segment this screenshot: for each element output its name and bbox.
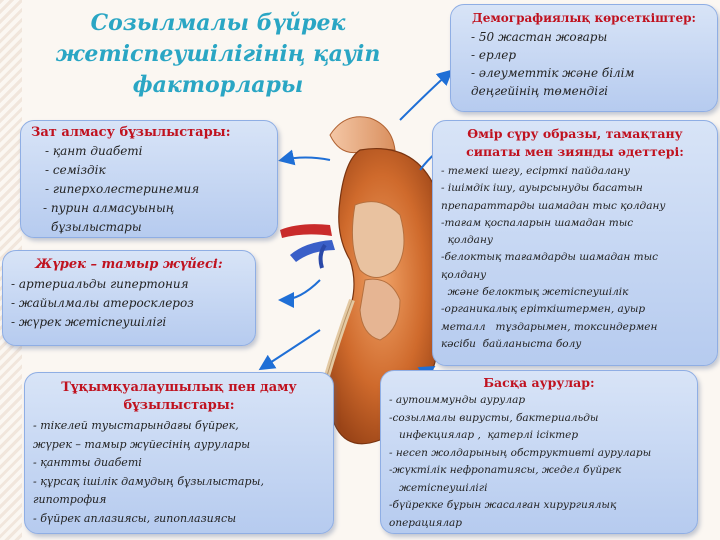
box-header: Өмір сүру образы, тамақтану <box>467 126 683 141</box>
box-header: Тұқымқуалаушылық пен даму <box>61 380 297 395</box>
renal-vein <box>290 240 335 262</box>
list-item: препараттарды шамадан тыс қолдану <box>441 199 666 212</box>
list-item: - артериальды гипертония <box>11 277 189 291</box>
list-item: кәсіби байланыста болу <box>441 337 582 350</box>
list-item: деңгейінің төмендігі <box>471 84 608 98</box>
list-item: - жайылмалы атеросклероз <box>11 296 194 310</box>
list-item: - гиперхолестеринемия <box>45 182 200 196</box>
arrow-cardio <box>282 280 320 300</box>
list-item: жүрек – тамыр жүйесінің аурулары <box>33 437 251 451</box>
title-line-2: жетіспеушілігінің қауіп <box>55 41 381 67</box>
arrow-metabolism <box>282 158 330 161</box>
list-item: -жүктілік нефропатиясы, жедел бүйрек <box>389 464 622 476</box>
box-header: Жүрек – тамыр жүйесі: <box>35 257 223 272</box>
list-item: операциялар <box>389 516 462 529</box>
list-item: - аутоиммунды аурулар <box>389 394 526 406</box>
list-item: - әлеуметтік және білім <box>471 66 635 80</box>
cardiovascular-box <box>2 250 256 346</box>
arrow-development <box>262 330 320 368</box>
list-item: - жүрек жетіспеушілігі <box>11 315 167 329</box>
list-item: -созылмалы вирусты, бактериальды <box>389 411 599 424</box>
list-item: - құрсақ ішілік дамудың бұзылыстары, <box>33 474 264 488</box>
list-item: - қантты диабеті <box>33 456 142 469</box>
renal-artery <box>280 224 332 238</box>
list-item: қолдану <box>441 234 493 247</box>
hereditary-development-box <box>24 372 334 534</box>
title-line-1: Созылмалы бүйрек <box>90 10 346 36</box>
list-item: -органикалық еріткіштермен, ауыр <box>441 303 646 316</box>
metabolism-disorders-box <box>20 120 278 238</box>
list-item: -бүйрекке бұрын жасалған хирургиялық <box>389 499 617 511</box>
list-item: - бүйрек аплазиясы, гипоплазиясы <box>33 511 237 525</box>
list-item: -белоктық тағамдарды шамадан тыс <box>441 251 659 264</box>
list-item: - ішімдік ішу, ауырсынуды басатын <box>441 182 643 195</box>
list-item: - темекі шегу, есірткі пайдалану <box>441 165 630 177</box>
lifestyle-habits-box <box>432 120 718 366</box>
list-item: жетіспеушілігі <box>389 481 488 494</box>
list-item: -тағам қоспаларын шамадан тыс <box>441 216 634 229</box>
list-item: - пурин алмасуының <box>43 201 175 215</box>
title-line-3: факторлары <box>132 72 304 98</box>
box-header: сипаты мен зиянды әдеттері: <box>466 144 684 159</box>
box-header: Зат алмасу бұзылыстары: <box>31 125 231 140</box>
adrenal-gland <box>330 117 395 153</box>
list-item: - қант диабеті <box>45 144 143 158</box>
list-item: - тікелей туыстарындағы бүйрек, <box>33 419 239 432</box>
other-diseases-box <box>380 370 698 534</box>
list-item: және белоктық жетіспеушілік <box>441 286 629 299</box>
box-header: Демографиялық көрсеткіштер: <box>472 11 696 25</box>
list-item: - семіздік <box>45 163 106 177</box>
list-item: - 50 жастан жоғары <box>471 30 608 44</box>
box-header: Басқа аурулар: <box>483 375 595 390</box>
list-item: - ерлер <box>471 48 517 62</box>
box-header: бұзылыстары: <box>123 398 235 413</box>
list-item: гипотрофия <box>33 493 107 506</box>
list-item: инфекциялар , қатерлі ісіктер <box>389 429 579 441</box>
arrow-demographic <box>400 72 450 120</box>
demographic-factors-box <box>450 4 718 112</box>
list-item: қолдану <box>441 268 487 281</box>
list-item: бұзылыстары <box>51 220 142 234</box>
list-item: металл тұздарымен, токсиндермен <box>441 320 658 333</box>
list-item: - несеп жолдарының обструктивті аурулары <box>389 446 652 459</box>
